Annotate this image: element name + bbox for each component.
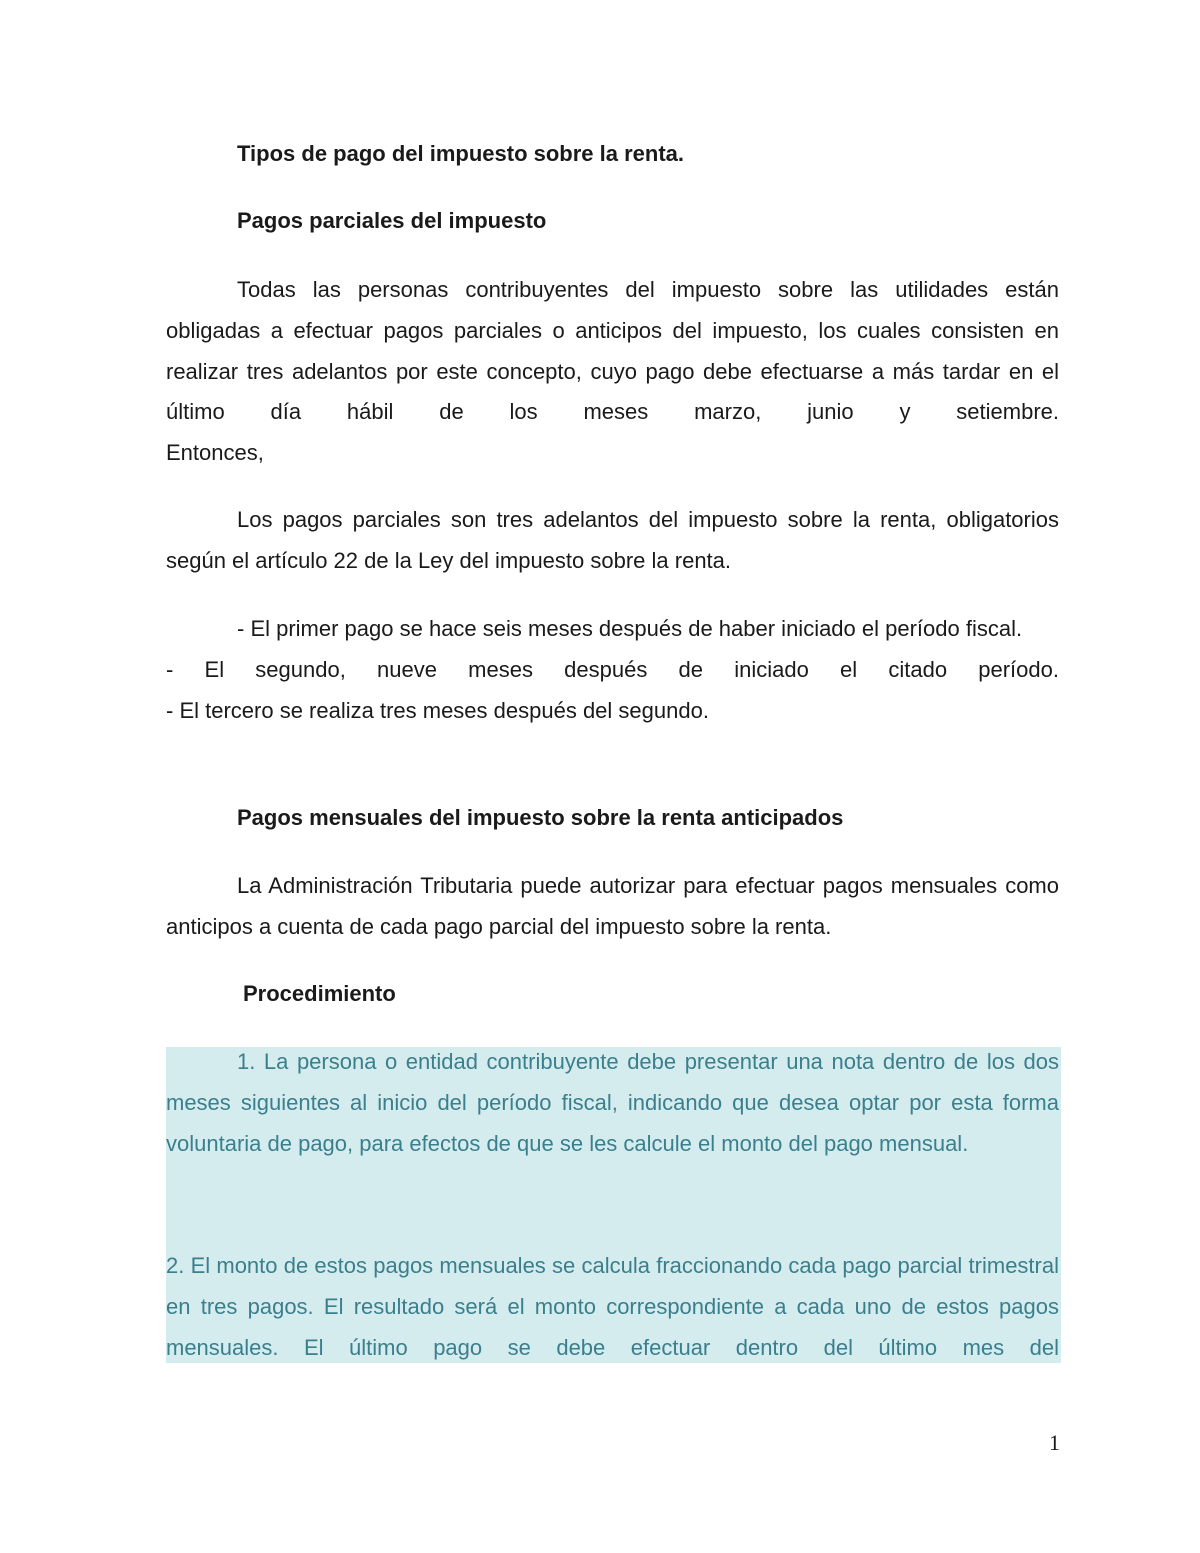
list-item: - El segundo, nueve meses después de iniciado el citado período. [166, 656, 1059, 682]
section-heading-procedimiento: Procedimiento [243, 981, 396, 1006]
procedure-step-1: 1. La persona o entidad contribuyente debe presentar una nota dentro de los dos meses siguientes al inicio del período fiscal, indicando que desea optar por esta forma voluntaria de pago, para efectos de que se les calcule el monto del pago mensual. [166, 1049, 1059, 1156]
list-item: - El primer pago se hace seis meses después de haber iniciado el período fiscal. [237, 616, 1023, 641]
procedure-step-2: 2. El monto de estos pagos mensuales se calcula fraccionando cada pago parcial trimestral en tres pagos. El resultado será el monto correspondiente a cada uno de estos pagos mensuales. El último pago se debe efectuar dentro del último mes del [166, 1253, 1059, 1360]
section-heading-pagos-parciales: Pagos parciales del impuesto [237, 208, 547, 233]
list-item: - El tercero se realiza tres meses después del segundo. [166, 697, 709, 723]
paragraph-definicion: Los pagos parciales son tres adelantos del impuesto sobre la renta, obligatorios según el artículo 22 de la Ley del impuesto sobre la renta. [166, 507, 1059, 573]
page-number: 1 [1049, 1430, 1060, 1455]
paragraph-text-end: Entonces, [166, 440, 264, 466]
paragraph-pagos-parciales [166, 270, 1059, 474]
document-title: Tipos de pago del impuesto sobre la renta. [237, 141, 685, 166]
payment-list [166, 609, 1059, 731]
section-heading-pagos-mensuales: Pagos mensuales del impuesto sobre la renta anticipados [237, 805, 844, 830]
paragraph-pagos-mensuales: La Administración Tributaria puede autorizar para efectuar pagos mensuales como anticipos a cuenta de cada pago parcial del impuesto sobre la renta. [166, 873, 1059, 939]
paragraph-text: Todas las personas contribuyentes del impuesto sobre las utilidades están obligadas a efectuar pagos parciales o anticipos del impuesto, los cuales consisten en realizar tres adelantos por este concepto, cuyo pago debe efectuarse a más tardar en el último día hábil de los meses marzo, junio y setiembre. [166, 277, 1059, 425]
